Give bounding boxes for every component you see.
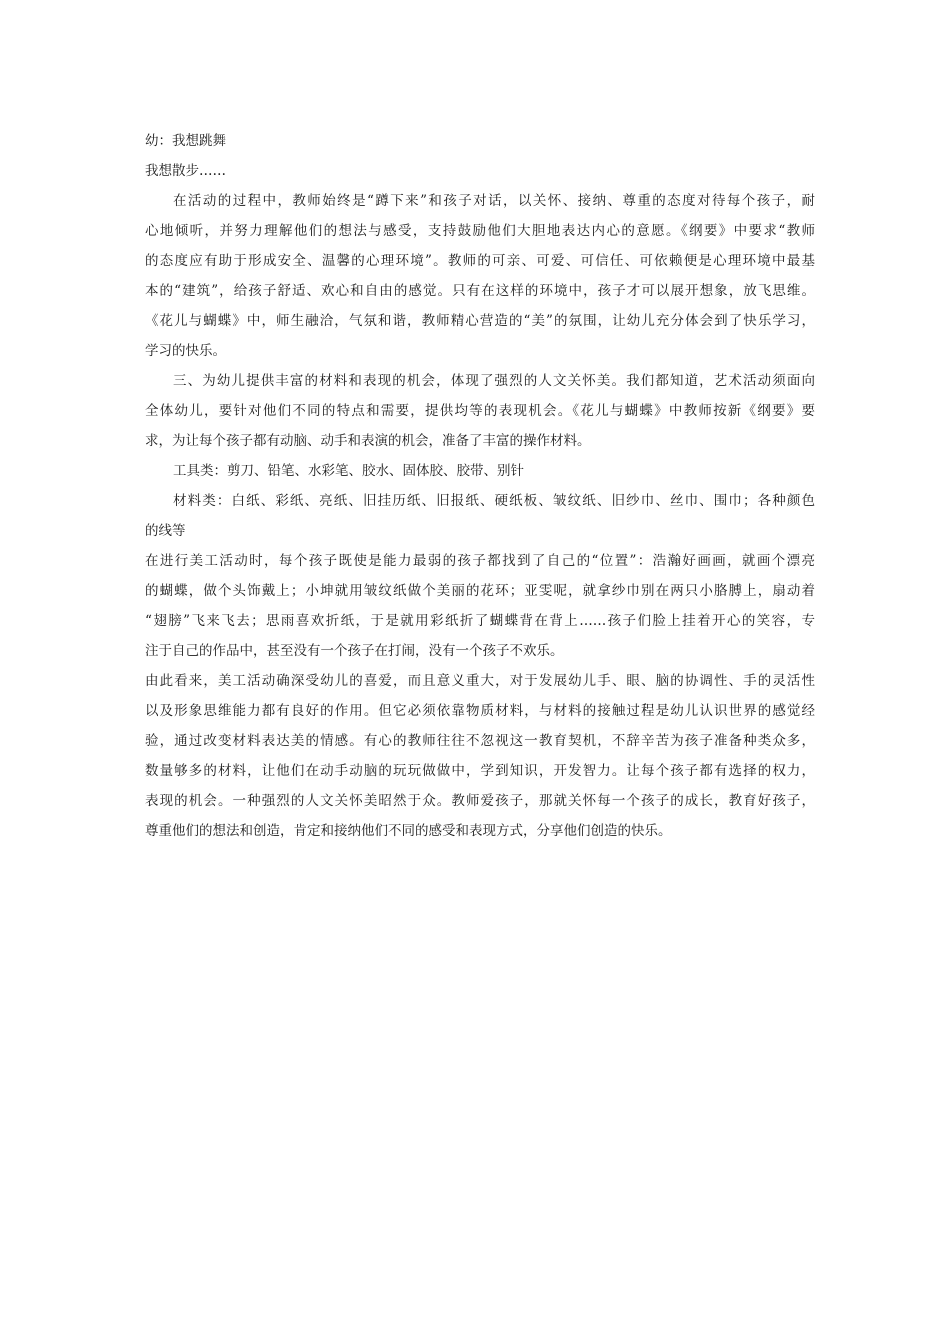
paragraph-line: 本的“建筑”，给孩子舒适、欢心和自由的感觉。只有在这样的环境中，孩子才可以展开想象，放飞思维。 [145,283,815,299]
paragraph-line: 的蝴蝶，做个头饰戴上；小坤就用皱纹纸做个美丽的花环；亚雯呢，就拿纱巾别在两只小胳膊上，扇动着 [145,583,815,599]
paragraph-line: 注于自己的作品中，甚至没有一个孩子在打闹，没有一个孩子不欢乐。 [145,643,564,659]
conclusion-line: 尊重他们的想法和创造，肯定和接纳他们不同的感受和表现方式，分享他们创造的快乐。 [145,823,672,839]
materials-list: 的线等 [145,523,186,539]
conclusion-line: 表现的机会。一种强烈的人文关怀美昭然于众。教师爱孩子，那就关怀每一个孩子的成长，教育好孩子， [145,793,815,809]
paragraph-line: 学习的快乐。 [145,343,226,359]
section-three-line: 求，为让每个孩子都有动脑、动手和表演的机会，准备了丰富的操作材料。 [145,433,591,449]
dialogue-line: 幼：我想跳舞 [145,133,226,149]
paragraph-line: 在进行美工活动时，每个孩子既使是能力最弱的孩子都找到了自己的“位置”：浩瀚好画画，就画个漂亮 [145,553,815,569]
tools-list: 工具类：剪刀、铅笔、水彩笔、胶水、固体胶、胶带、别针 [173,463,524,479]
paragraph-line: 在活动的过程中，教师始终是“蹲下来”和孩子对话，以关怀、接纳、尊重的态度对待每个孩子，耐 [173,193,815,209]
conclusion-line: 以及形象思维能力都有良好的作用。但它必须依靠物质材料，与材料的接触过程是幼儿认识世界的感觉经 [145,703,815,719]
paragraph-line: 心地倾听，并努力理解他们的想法与感受，支持鼓励他们大胆地表达内心的意愿。《纲要》中要求“教师 [145,223,815,239]
conclusion-line: 数量够多的材料，让他们在动手动脑的玩玩做做中，学到知识，开发智力。让每个孩子都有选择的权力， [145,763,815,779]
paragraph-line: 的态度应有助于形成安全、温馨的心理环境”。教师的可亲、可爱、可信任、可依赖便是心理环境中最基 [145,253,815,269]
conclusion-line: 验，通过改变材料表达美的情感。有心的教师往往不忽视这一教育契机，不辞辛苦为孩子准备种类众多， [145,733,815,749]
paragraph-line: 《花儿与蝴蝶》中，师生融洽，气氛和谐，教师精心营造的“美”的氛围，让幼儿充分体会到了快乐学习， [145,313,815,329]
dialogue-line: 我想散步…… [145,163,226,179]
conclusion-line: 由此看来，美工活动确深受幼儿的喜爱，而且意义重大，对于发展幼儿手、眼、脑的协调性、手的灵活性 [145,673,815,689]
section-three-line: 三、为幼儿提供丰富的材料和表现的机会，体现了强烈的人文关怀美。我们都知道，艺术活动须面向 [173,373,815,389]
document-body [145,126,815,846]
section-three-line: 全体幼儿，要针对他们不同的特点和需要，提供均等的表现机会。《花儿与蝴蝶》中教师按新《纲要》要 [145,403,815,419]
materials-list: 材料类：白纸、彩纸、亮纸、旧挂历纸、旧报纸、硬纸板、皱纹纸、旧纱巾、丝巾、围巾；各种颜色 [173,493,815,509]
paragraph-line: “翅膀”飞来飞去；思雨喜欢折纸，于是就用彩纸折了蝴蝶背在背上……孩子们脸上挂着开心的笑容，专 [145,613,815,629]
